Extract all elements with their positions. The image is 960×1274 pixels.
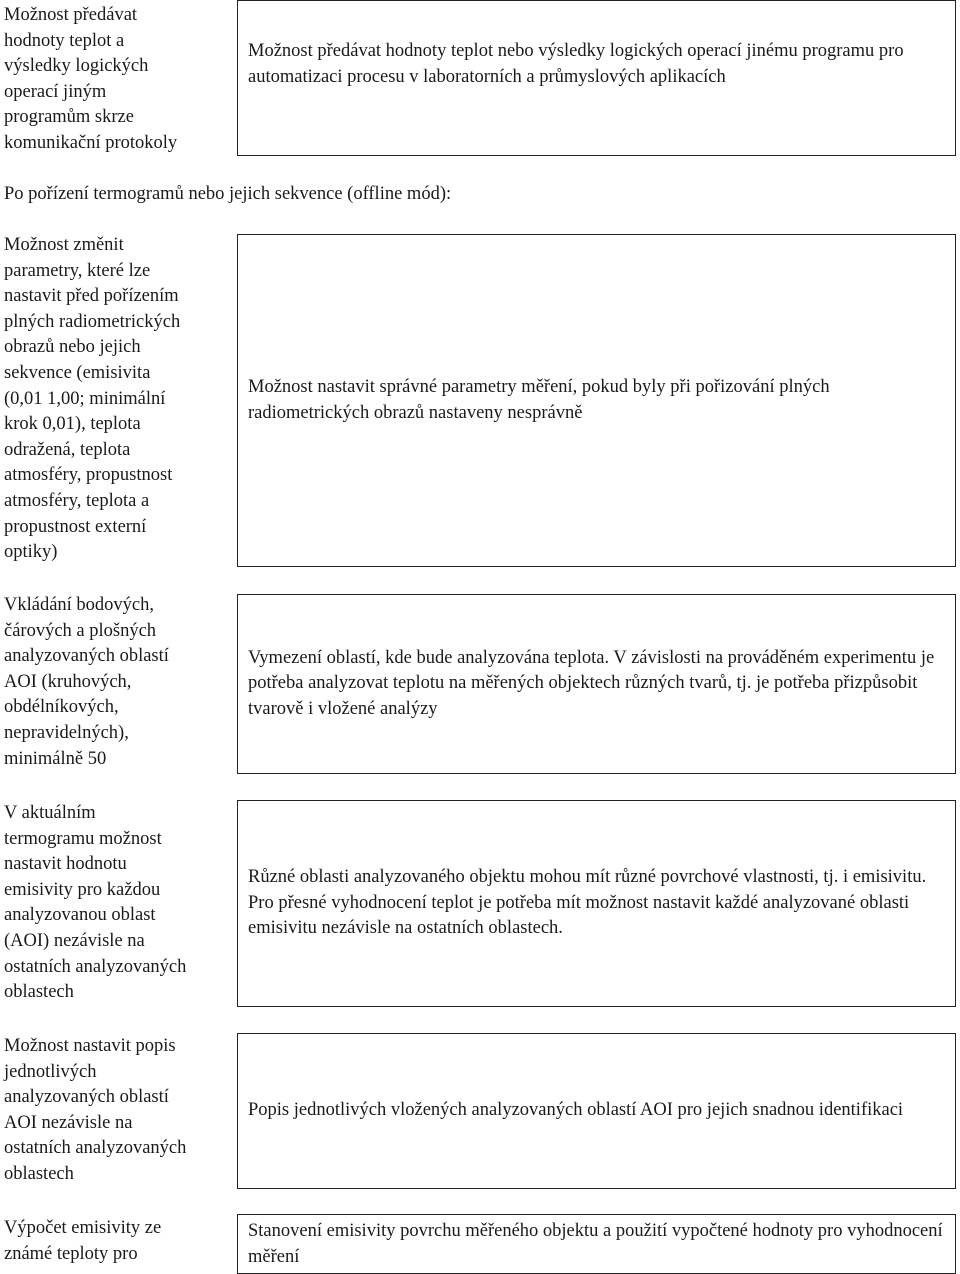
description-text: Možnost nastavit správné parametry měření, pokud byly při pořizování plných radiometrických obrazů nastaveny nesprávně xyxy=(248,376,830,423)
description-box xyxy=(237,0,956,156)
description-box xyxy=(237,800,956,1007)
feature-cell: Možnost nastavit popis jednotlivých analyzovaných oblastí AOI nezávisle na ostatních analyzovaných oblastech xyxy=(4,1036,187,1184)
feature-cell: Výpočet emisivity ze známé teploty pro xyxy=(4,1218,162,1264)
description-text: Stanovení emisivity povrchu měřeného objektu a použití vypočtené hodnoty pro vyhodnocení měření xyxy=(248,1221,943,1267)
description-box xyxy=(237,1214,956,1274)
description-text: Různé oblasti analyzovaného objektu mohou mít různé povrchové vlastnosti, tj. i emisivitu. Pro přesné vyhodnocení teplot je potřeba mít možnost nastavit každé analyzované oblasti emisivitu nezávisle na ostatních oblastech. xyxy=(248,867,927,939)
description-text: Možnost předávat hodnoty teplot nebo výsledky logických operací jinému programu pro automatizaci procesu v laboratorních a průmyslových aplikacích xyxy=(248,41,904,87)
section-heading: Po pořízení termogramů nebo jejich sekvence (offline mód): xyxy=(4,184,452,204)
description-box xyxy=(237,1033,956,1189)
description-text: Vymezení oblastí, kde bude analyzována teplota. V závislosti na prováděném experimentu je potřeba analyzovat teplotu na měřených objektech různých tvarů, tj. je potřeba přizpůsobit tvarově i vložené analýzy xyxy=(248,647,935,719)
description-text: Popis jednotlivých vložených analyzovaných oblastí AOI pro jejich snadnou identifikaci xyxy=(248,1100,904,1121)
feature-cell: Možnost předávat hodnoty teplot a výsledky logických operací jiným programům skrze komunikační protokoly xyxy=(4,5,178,153)
description-box xyxy=(237,594,956,774)
feature-cell: Možnost změnit parametry, které lze nastavit před pořízením plných radiometrických obrazů nebo jejich sekvence (emisivita (0,01 1,00; minimální krok 0,01), teplota odražená, teplota atmosféry, propustnost atmosféry, teplota a propustnost externí optiky) xyxy=(4,235,181,563)
feature-cell: V aktuálním termogramu možnost nastavit hodnotu emisivity pro každou analyzovanou oblast (AOI) nezávisle na ostatních analyzovaných oblastech xyxy=(4,803,187,1003)
feature-cell: Vkládání bodových, čárových a plošných analyzovaných oblastí AOI (kruhových, obdélníkových, nepravidelných), minimálně 50 xyxy=(4,595,169,769)
description-box xyxy=(237,234,956,567)
